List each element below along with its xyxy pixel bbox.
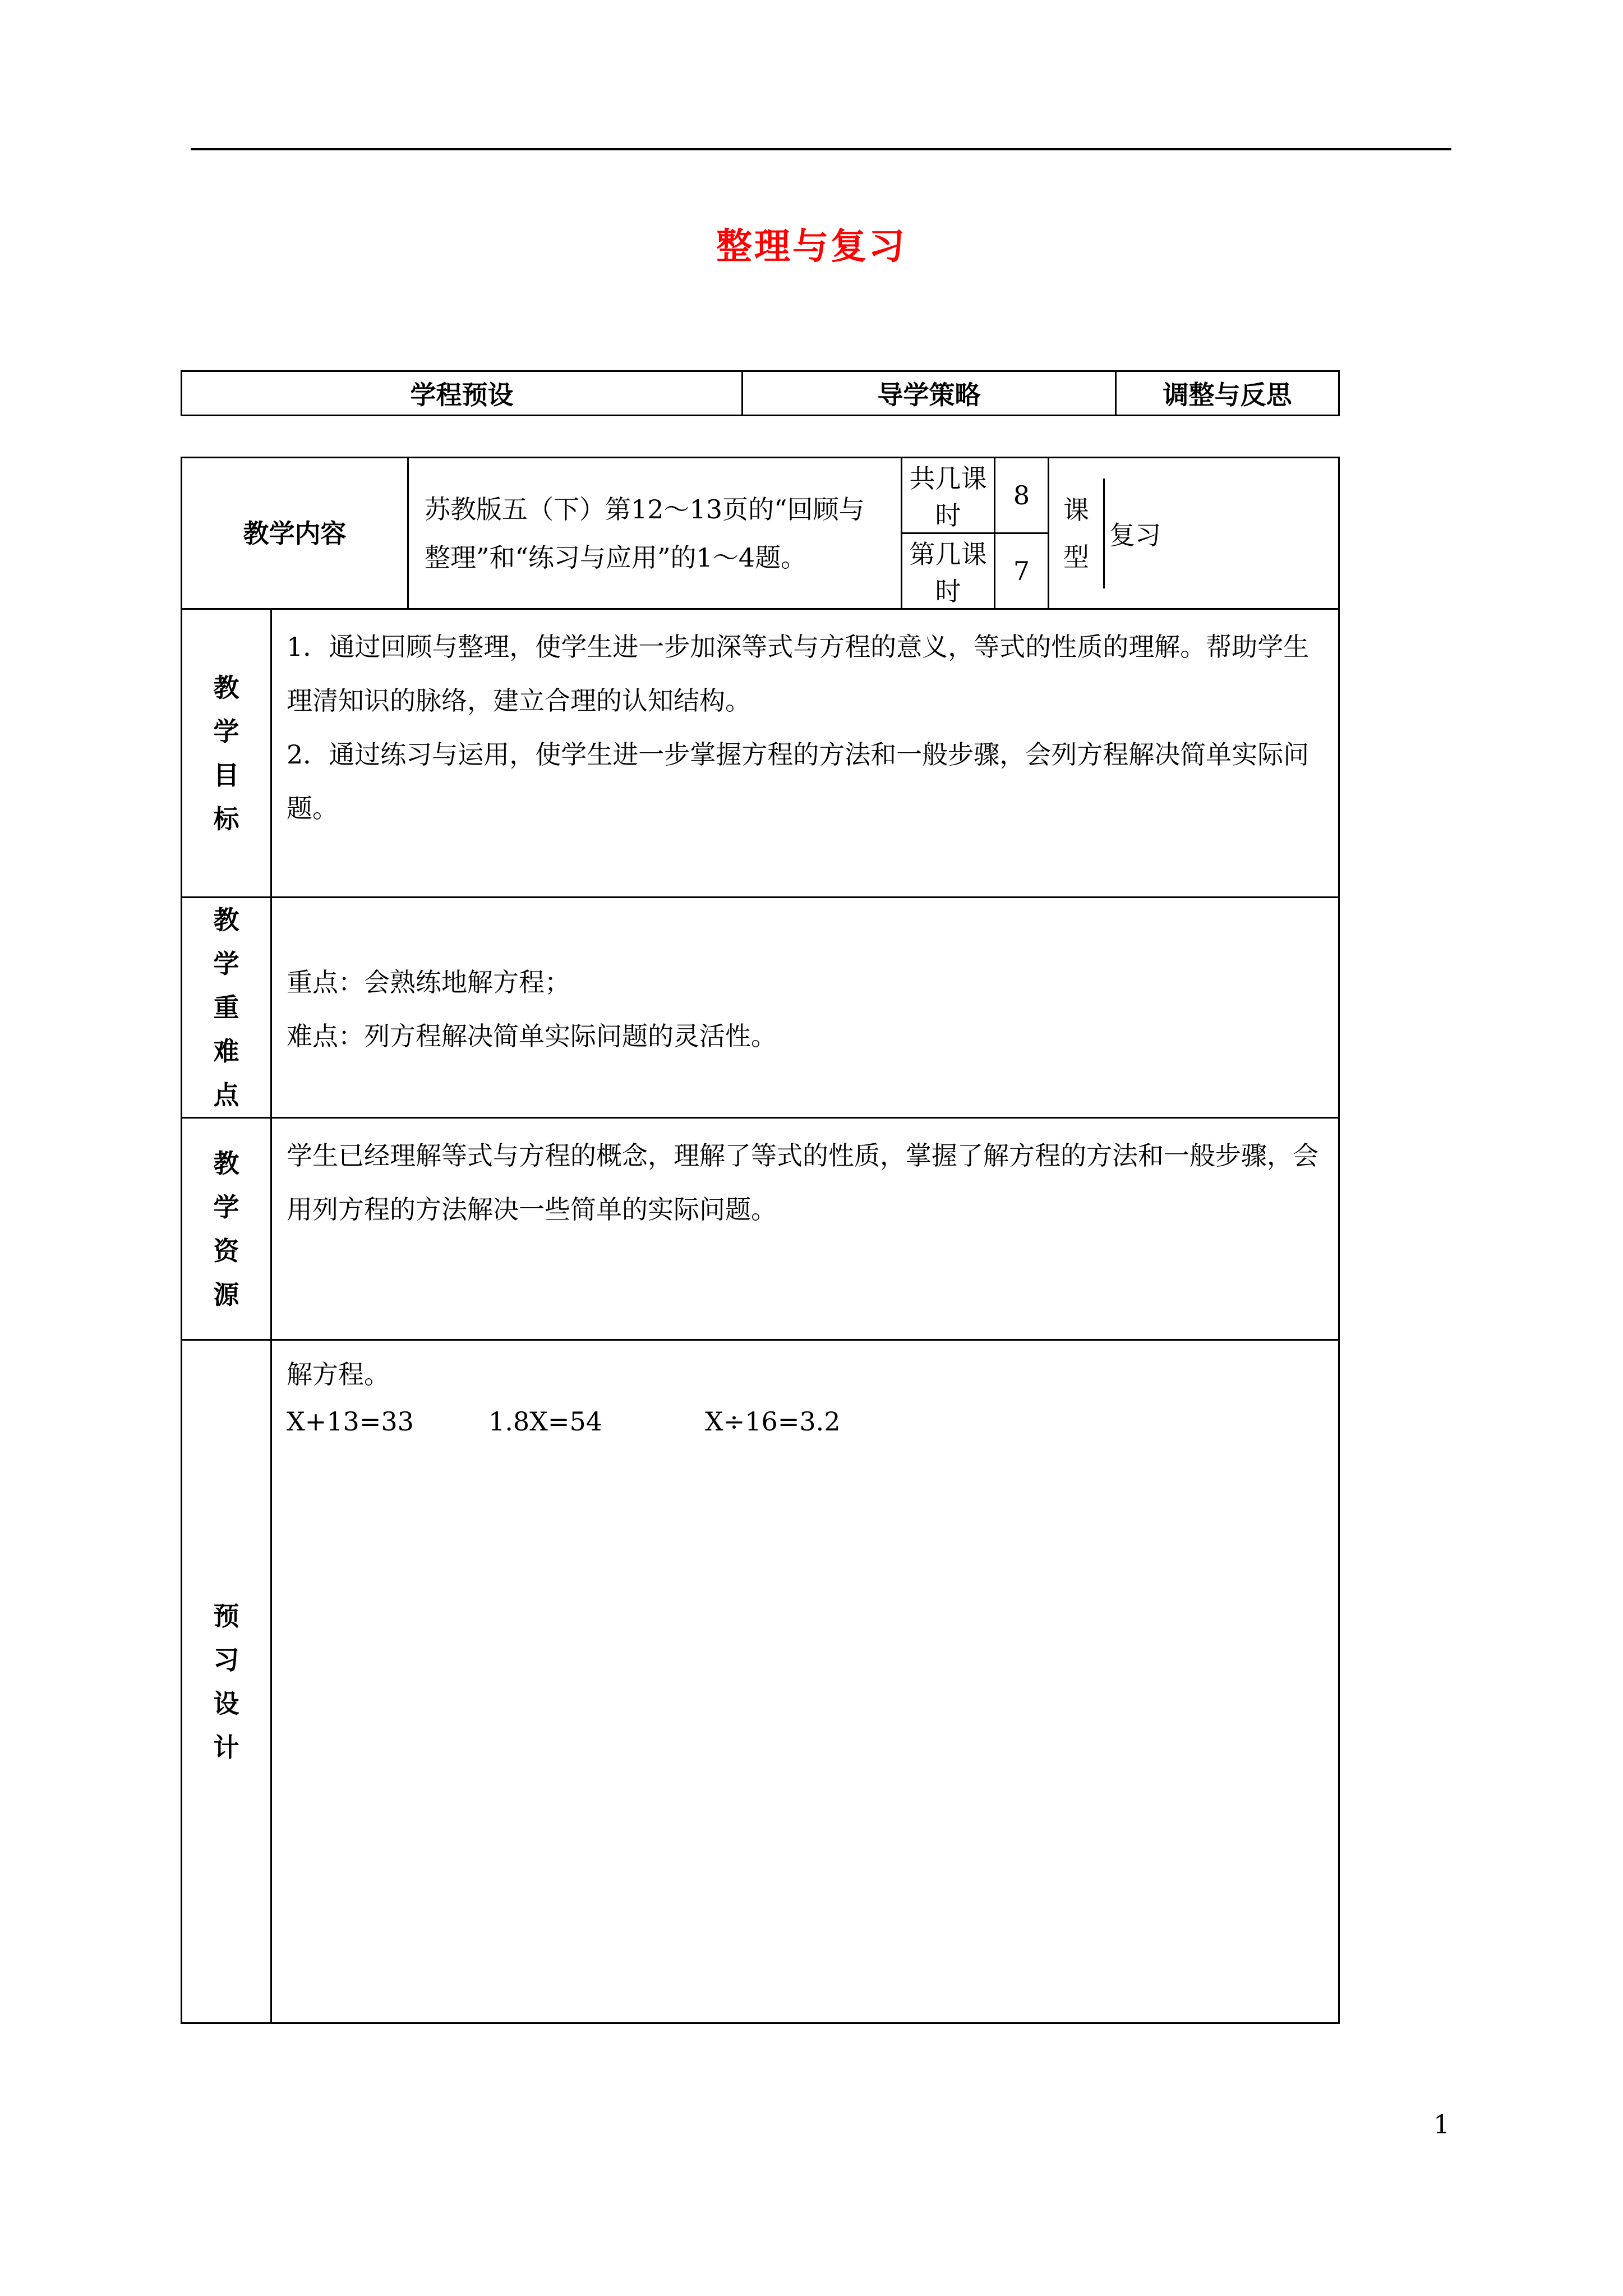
preview-heading: 解方程。 <box>287 1359 390 1389</box>
current-hour-value: 7 <box>995 533 1049 609</box>
content-label: 教学内容 <box>182 458 408 609</box>
equation-2: 1.8X=54 <box>488 1406 602 1437</box>
current-hour-label: 第几课时 <box>902 533 995 609</box>
equation-3: X÷16=3.2 <box>705 1406 841 1437</box>
lesson-type-label: 课型 <box>1049 478 1105 588</box>
objective-1: 1．通过回顾与整理，使学生进一步加深等式与方程的意义，等式的性质的理解。帮助学生理清知识的脉络，建立合理的认知结构。 <box>287 632 1310 716</box>
key-point: 重点：会熟练地解方程； <box>287 967 570 997</box>
objectives-label: 教学目标 <box>182 609 271 898</box>
equation-1: X+13=33 <box>287 1406 414 1437</box>
key-points-text <box>271 898 1339 1118</box>
lesson-type-value: 复习 <box>1109 519 1161 550</box>
preview-label: 预习设计 <box>182 1340 271 2023</box>
header-cell-strategy: 导学策略 <box>743 371 1116 416</box>
preview-content <box>271 1340 1339 2023</box>
resources-text: 学生已经理解等式与方程的概念，理解了等式的性质，掌握了解方程的方法和一般步骤，会用列方程的方法解决一些简单的实际问题。 <box>271 1118 1339 1340</box>
lesson-plan-table <box>181 457 1340 2024</box>
page-number: 1 <box>1433 2109 1450 2139</box>
difficulty-point: 难点：列方程解决简单实际问题的灵活性。 <box>287 1021 777 1051</box>
objectives-text <box>271 609 1339 898</box>
header-cell-preset: 学程预设 <box>182 371 743 416</box>
header-cell-reflection: 调整与反思 <box>1116 371 1339 416</box>
header-rule <box>191 148 1451 150</box>
header-table <box>181 370 1340 416</box>
objective-2: 2．通过练习与运用，使学生进一步掌握方程的方法和一般步骤，会列方程解决简单实际问题。 <box>287 739 1310 823</box>
content-text: 苏教版五（下）第12～13页的“回顾与整理”和“练习与应用”的1～4题。 <box>408 458 902 609</box>
total-hours-value: 8 <box>995 458 1049 533</box>
total-hours-label: 共几课时 <box>902 458 995 533</box>
resources-label: 教学资源 <box>182 1118 271 1340</box>
key-points-label: 教学重难点 <box>182 898 271 1118</box>
document-title: 整理与复习 <box>716 226 907 268</box>
equation-row <box>287 1398 1328 1445</box>
